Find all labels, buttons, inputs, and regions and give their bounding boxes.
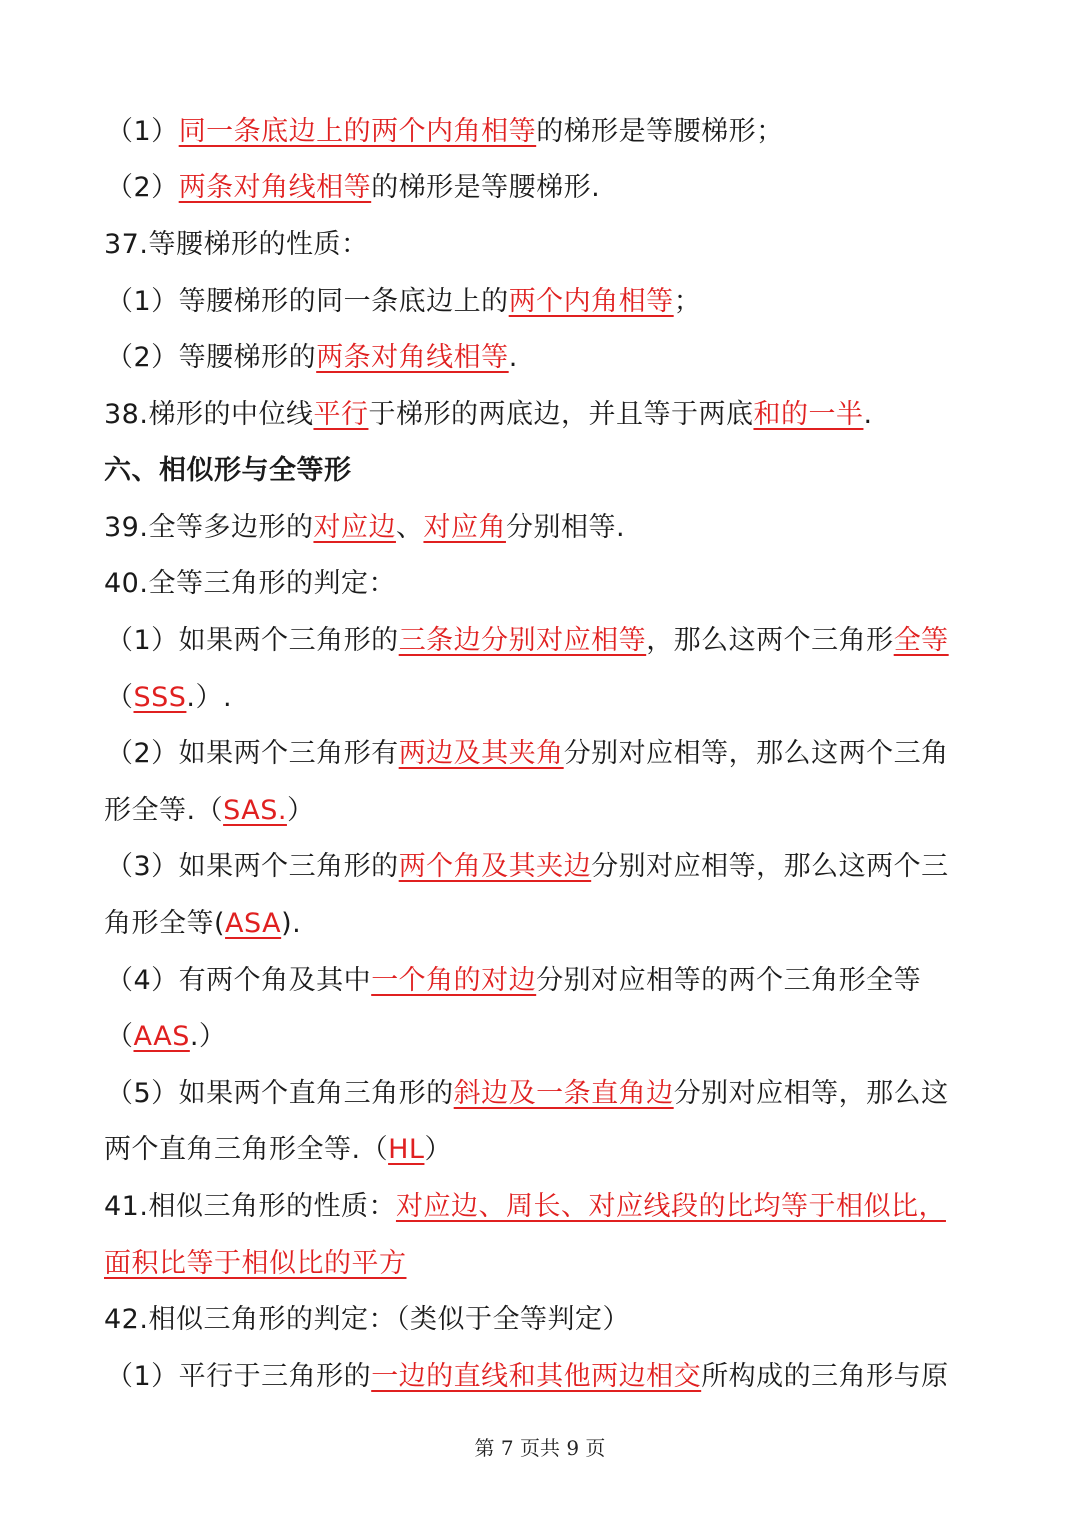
key-answer: 三条边分别对应相等	[398, 625, 647, 656]
line-text: 37.等腰梯形的性质：	[104, 229, 369, 260]
text-line	[106, 282, 701, 322]
text-line	[106, 338, 518, 378]
text-line	[104, 564, 396, 604]
line-text: 形全等.（	[104, 795, 224, 826]
line-text: （2）	[106, 172, 179, 203]
text-line	[106, 734, 949, 774]
heading-text: 六、相似形与全等形	[104, 455, 352, 486]
line-text: （1）等腰梯形的同一条底边上的	[106, 286, 509, 317]
key-answer: 对应边、周长、对应线段的比均等于相似比，	[395, 1191, 946, 1222]
line-text: 的梯形是等腰梯形；	[536, 116, 784, 147]
text-line	[106, 112, 784, 152]
key-answer: 对应边	[313, 512, 396, 543]
line-text: 分别对应相等的两个三角形全等	[536, 965, 922, 996]
line-text: .	[863, 399, 873, 430]
line-text: （2）等腰梯形的	[106, 342, 317, 373]
line-text: 39.全等多边形的	[104, 512, 314, 543]
line-text: 的梯形是等腰梯形.	[371, 172, 601, 203]
line-text: （5）如果两个直角三角形的	[106, 1078, 454, 1109]
line-text: 角形全等(	[104, 908, 226, 939]
key-answer: 平行	[313, 399, 369, 430]
text-line	[106, 1357, 949, 1397]
key-answer: 两边及其夹角	[398, 738, 564, 769]
text-line	[106, 961, 921, 1001]
key-answer: 一个角的对边	[371, 965, 537, 996]
line-text: ；	[673, 286, 702, 317]
text-line	[106, 621, 949, 661]
key-answer: 两个内角相等	[508, 286, 674, 317]
key-answer: SAS.	[223, 795, 287, 826]
line-text: （	[106, 682, 134, 713]
line-text: ).	[281, 908, 302, 939]
line-text: 42.相似三角形的判定：（类似于全等判定）	[104, 1304, 630, 1335]
key-answer: 对应角	[423, 512, 506, 543]
text-line	[104, 395, 873, 435]
line-text: （1）	[106, 116, 179, 147]
line-text: ）	[286, 795, 315, 826]
line-text: 于梯形的两底边，并且等于两底	[368, 399, 754, 430]
text-line	[104, 1187, 946, 1227]
key-answer: HL	[388, 1134, 425, 1165]
key-answer: 两个角及其夹边	[398, 851, 592, 882]
key-answer: AAS	[133, 1021, 190, 1052]
text-line	[106, 678, 232, 718]
line-text: 分别对应相等，那么这	[673, 1078, 949, 1109]
key-answer: 同一条底边上的两个内角相等	[178, 116, 537, 147]
line-text: （1）如果两个三角形的	[106, 625, 399, 656]
key-answer: SSS	[133, 682, 187, 713]
line-text: .）.	[186, 682, 233, 713]
key-answer: 面积比等于相似比的平方	[104, 1248, 407, 1279]
line-text: .	[508, 342, 518, 373]
line-text: 分别相等.	[505, 512, 626, 543]
line-text: 38.梯形的中位线	[104, 399, 314, 430]
key-answer: 两条对角线相等	[178, 172, 372, 203]
key-answer: 斜边及一条直角边	[453, 1078, 674, 1109]
line-text: （	[106, 1021, 134, 1052]
line-text: （4）有两个角及其中	[106, 965, 372, 996]
text-line	[106, 847, 949, 887]
key-answer: 全等	[893, 625, 949, 656]
key-answer: 一边的直线和其他两边相交	[371, 1361, 702, 1392]
text-line	[106, 1017, 226, 1057]
line-text: （1）平行于三角形的	[106, 1361, 372, 1392]
line-text: 分别对应相等，那么这两个三角	[563, 738, 949, 769]
text-line	[104, 904, 301, 944]
line-text: ）	[424, 1134, 452, 1165]
line-text: 分别对应相等，那么这两个三	[591, 851, 949, 882]
text-line	[104, 1244, 407, 1284]
text-line	[104, 225, 368, 265]
line-text: （3）如果两个三角形的	[106, 851, 399, 882]
key-answer: ASA	[225, 908, 282, 939]
text-line	[106, 1074, 949, 1114]
line-text: 两个直角三角形全等.（	[104, 1134, 389, 1165]
line-text: （2）如果两个三角形有	[106, 738, 399, 769]
page-footer: 第 7 页共 9 页	[474, 1436, 606, 1460]
key-answer: 和的一半	[753, 399, 864, 430]
text-line	[104, 508, 625, 548]
line-text: ，那么这两个三角形	[646, 625, 894, 656]
line-text: 所构成的三角形与原	[701, 1361, 949, 1392]
text-line	[104, 791, 314, 831]
line-text: 41.相似三角形的性质：	[104, 1191, 396, 1222]
line-text: 40.全等三角形的判定：	[104, 568, 396, 599]
section-heading	[104, 451, 352, 491]
text-line	[104, 1130, 452, 1170]
key-answer: 两条对角线相等	[316, 342, 509, 373]
line-text: 、	[395, 512, 424, 543]
text-line	[106, 168, 600, 208]
text-line	[104, 1300, 630, 1340]
line-text: .）	[189, 1021, 227, 1052]
